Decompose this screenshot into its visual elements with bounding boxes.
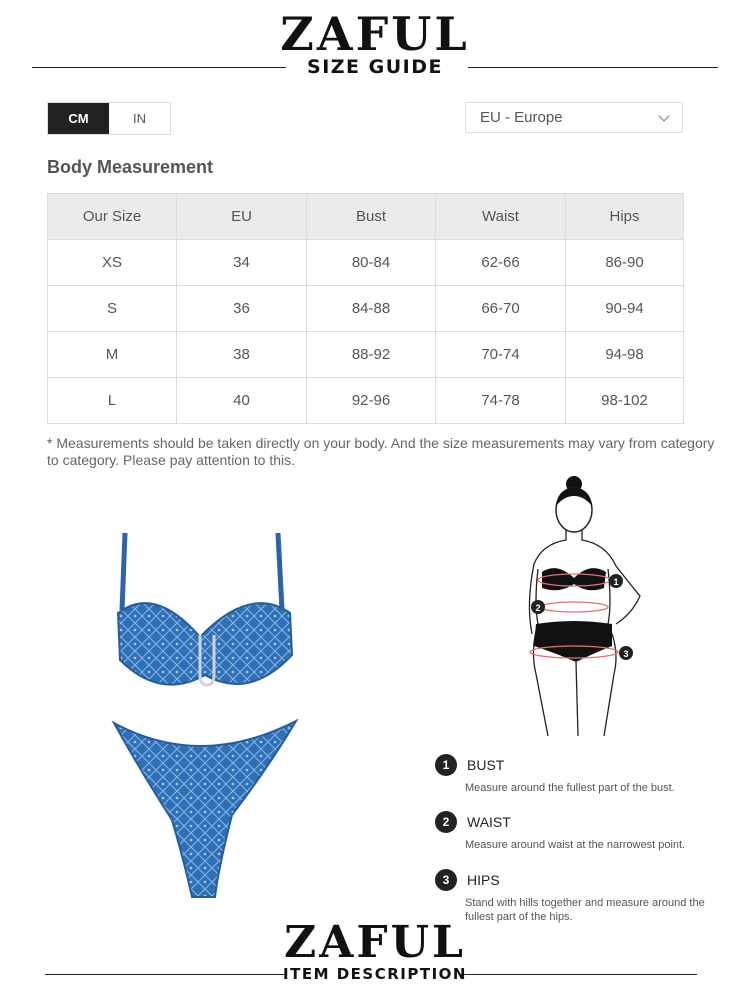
legend-desc: Measure around waist at the narrowest point.	[465, 839, 686, 851]
unit-cm-button[interactable]: CM	[48, 103, 109, 134]
legend-name: WAIST	[467, 814, 511, 830]
figure-marker-hips	[619, 646, 633, 660]
measurement-note: * Measurements should be taken directly on your body. And the size measurements may vary from category to category. Please pay attention to this.	[47, 435, 715, 468]
header-cell: Bust	[307, 194, 436, 240]
unit-toggle	[47, 102, 171, 135]
table-row	[48, 240, 684, 286]
table-cell: M	[48, 332, 177, 378]
table-cell: 86-90	[566, 240, 684, 286]
svg-text:1: 1	[613, 577, 619, 587]
table-cell: 40	[177, 378, 307, 424]
legend-item-hips	[435, 869, 735, 923]
table-cell: S	[48, 286, 177, 332]
legend-name: HIPS	[467, 872, 500, 888]
number-badge: 3	[435, 869, 457, 891]
page-title: SIZE GUIDE	[307, 56, 443, 78]
table-row	[48, 332, 684, 378]
svg-text:2: 2	[535, 603, 541, 613]
body-measurement-figure	[512, 474, 662, 739]
region-select-value: EU - Europe	[480, 109, 563, 126]
brand-logo-bottom: ZAFUL	[284, 917, 466, 968]
unit-in-button[interactable]: IN	[109, 103, 170, 134]
table-cell: 98-102	[566, 378, 684, 424]
table-cell: 36	[177, 286, 307, 332]
table-cell: 84-88	[307, 286, 436, 332]
section-title: Body Measurement	[47, 157, 214, 177]
bikini-product-image	[100, 525, 310, 905]
table-cell: 66-70	[436, 286, 566, 332]
header-cell: Hips	[566, 194, 684, 240]
size-table	[47, 193, 684, 424]
table-row	[48, 378, 684, 424]
svg-text:3: 3	[623, 649, 629, 659]
table-header-row	[48, 194, 684, 240]
table-cell: XS	[48, 240, 177, 286]
header-cell: Waist	[436, 194, 566, 240]
section-heading-item-description: ITEM DESCRIPTION	[283, 965, 467, 983]
region-select[interactable]	[465, 102, 683, 133]
number-badge: 1	[435, 754, 457, 776]
legend-desc: Measure around the fullest part of the bust.	[465, 782, 675, 794]
legend-name: BUST	[467, 757, 505, 773]
table-cell: 80-84	[307, 240, 436, 286]
table-cell: 88-92	[307, 332, 436, 378]
legend-desc: Stand with hills together and measure around the fullest part of the hips.	[465, 897, 705, 923]
table-cell: 70-74	[436, 332, 566, 378]
table-cell: 94-98	[566, 332, 684, 378]
table-cell: 92-96	[307, 378, 436, 424]
header-cell: Our Size	[48, 194, 177, 240]
brand-logo-top: ZAFUL	[280, 7, 470, 61]
figure-marker-bust	[609, 574, 623, 588]
table-cell: 38	[177, 332, 307, 378]
table-cell: L	[48, 378, 177, 424]
table-cell: 90-94	[566, 286, 684, 332]
table-row	[48, 286, 684, 332]
table-cell: 74-78	[436, 378, 566, 424]
figure-marker-waist	[531, 600, 545, 614]
header-cell: EU	[177, 194, 307, 240]
table-cell: 62-66	[436, 240, 566, 286]
chevron-down-icon	[658, 110, 669, 121]
number-badge: 2	[435, 811, 457, 833]
table-cell: 34	[177, 240, 307, 286]
